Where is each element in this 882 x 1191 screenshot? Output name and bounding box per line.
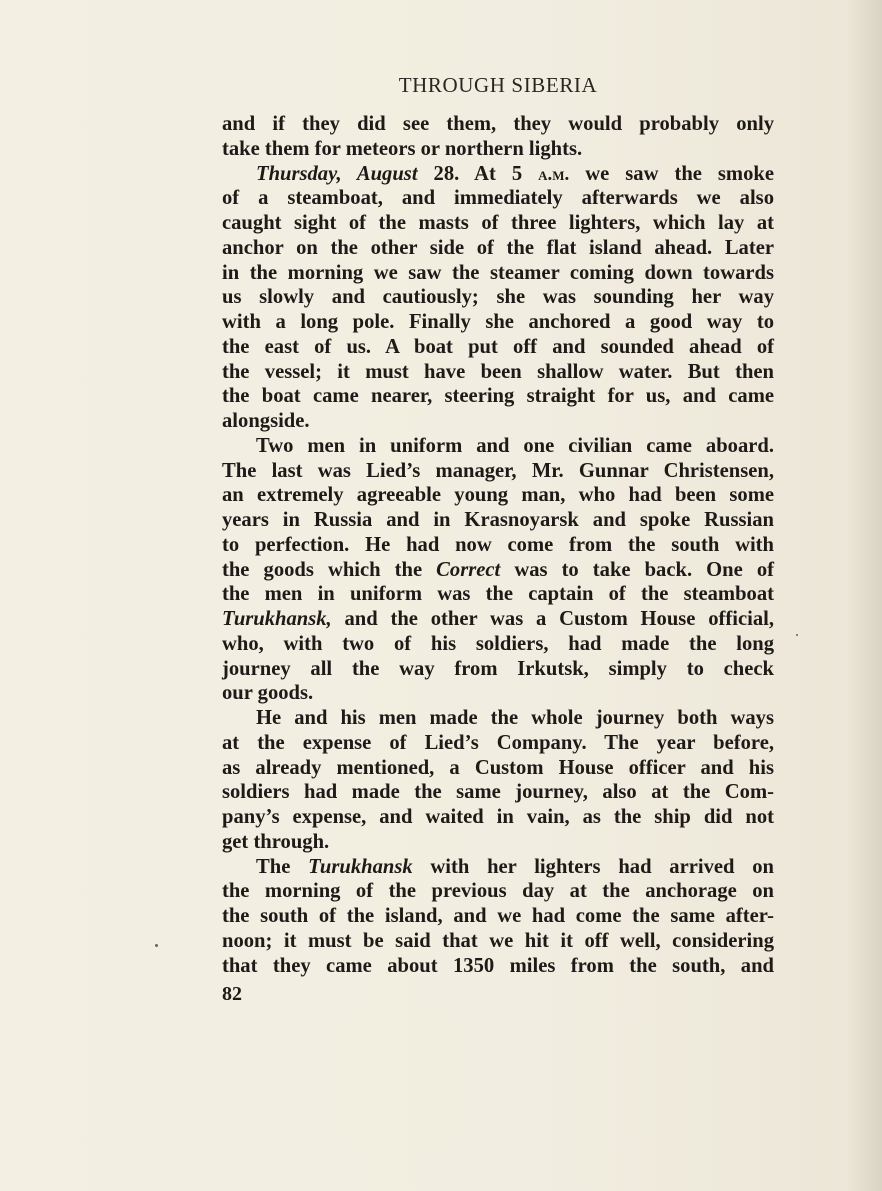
text-line (222, 483, 774, 508)
text-line (222, 657, 774, 682)
text-run: the vessel; it must have been shallow water. But then (222, 360, 774, 383)
text-run: the men in uniform was the captain of the steamboat (222, 583, 774, 606)
text-line (222, 582, 774, 607)
running-head: THROUGH SIBERIA (398, 73, 598, 97)
text-run: and if they did see them, they would probably only (222, 113, 774, 135)
small-caps-text: a.m. (538, 163, 570, 185)
text-line (222, 310, 774, 335)
text-run: noon; it must be said that we hit it off well, considering (222, 929, 774, 952)
italic-text: Turukhansk, (222, 608, 332, 630)
text-line (222, 706, 774, 731)
text-run: get through. (222, 830, 330, 853)
paper-speck (155, 944, 158, 947)
text-run: of a steamboat, and immediately afterwards we also (222, 187, 774, 210)
text-line (222, 508, 774, 533)
text-run: we saw the smoke (569, 162, 774, 185)
text-line (222, 459, 774, 484)
page-number: 82 (222, 983, 242, 1005)
text-run: to perfection. He had now come from the south with (222, 533, 774, 556)
text-line (222, 236, 774, 261)
text-line (222, 756, 774, 781)
text-line (222, 681, 774, 706)
text-line (222, 186, 774, 211)
text-line (222, 954, 774, 979)
text-line (222, 805, 774, 830)
text-run: take them for meteors or northern lights. (222, 137, 583, 160)
text-run: the south of the island, and we had come the same after- (222, 905, 774, 927)
text-run: The last was Lied’s manager, Mr. Gunnar Christensen, (222, 459, 774, 482)
text-line (222, 607, 774, 632)
text-line (222, 335, 774, 360)
text-line (222, 731, 774, 756)
text-line (222, 558, 774, 583)
text-line (222, 211, 774, 236)
text-run: us slowly and cautiously; she was sounding her way (222, 286, 774, 309)
text-run: soldiers had made the same journey, also at the Com- (222, 781, 774, 804)
italic-text: Correct (436, 558, 501, 581)
text-line (222, 855, 774, 880)
text-line (222, 904, 774, 929)
text-line (222, 360, 774, 385)
body-text (222, 112, 774, 978)
text-run: the east of us. A boat put off and sounded ahead of (222, 335, 774, 358)
text-run: was to take back. One of (500, 558, 774, 581)
text-line (222, 112, 774, 137)
text-run: at the expense of Lied’s Company. The year before, (222, 731, 774, 754)
text-run: that they came about 1350 miles from the south, and (222, 954, 774, 977)
text-line (222, 879, 774, 904)
text-run: our goods. (222, 682, 314, 705)
text-run: The (256, 855, 309, 878)
text-run: journey all the way from Irkutsk, simply to check (222, 657, 774, 680)
text-line (222, 929, 774, 954)
text-run: with a long pole. Finally she anchored a good way to (222, 311, 774, 333)
text-run: who, with two of his soldiers, had made the long (222, 632, 774, 655)
text-line (222, 533, 774, 558)
text-line (222, 261, 774, 286)
text-line (222, 434, 774, 459)
text-run: the morning of the previous day at the anchorage on (222, 880, 774, 903)
text-run: and the other was a Custom House official, (331, 608, 774, 630)
text-run: as already mentioned, a Custom House officer and his (222, 756, 774, 779)
text-line (222, 137, 774, 162)
text-run: alongside. (222, 410, 310, 432)
italic-text: Turukhansk (308, 855, 413, 878)
text-run: in the morning we saw the steamer coming down towards (222, 261, 774, 284)
text-run: He and his men made the whole journey both ways (256, 707, 774, 729)
text-line (222, 162, 774, 187)
text-line (222, 780, 774, 805)
text-line (222, 384, 774, 409)
text-run: pany’s expense, and waited in vain, as the ship did not (222, 806, 774, 828)
text-run: anchor on the other side of the flat island ahead. Later (222, 236, 774, 259)
paper-speck (796, 634, 798, 636)
text-line (222, 285, 774, 310)
text-run: 28. At 5 (417, 162, 539, 185)
text-run: the goods which the (222, 558, 437, 581)
text-line (222, 409, 774, 434)
text-run: an extremely agreeable young man, who had been some (222, 484, 774, 507)
text-line (222, 632, 774, 657)
italic-text: Thursday, August (256, 162, 418, 185)
text-run: Two men in uniform and one civilian came aboard. (256, 434, 774, 457)
text-line (222, 830, 774, 855)
text-run: the boat came nearer, steering straight for us, and came (222, 385, 774, 408)
text-run: with her lighters had arrived on (412, 855, 774, 878)
text-run: years in Russia and in Krasnoyarsk and spoke Russian (222, 509, 774, 531)
text-run: caught sight of the masts of three lighters, which lay at (222, 212, 774, 234)
